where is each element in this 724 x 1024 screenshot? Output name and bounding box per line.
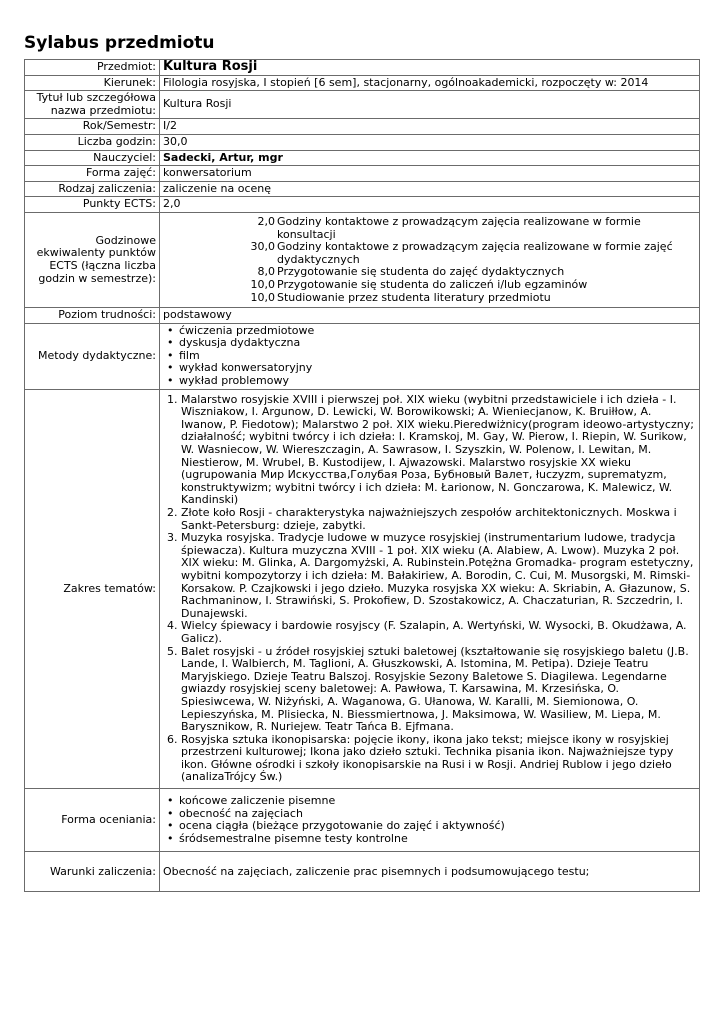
teacher-value: Sadecki, Artur, mgr <box>160 150 700 166</box>
methods-label: Metody dydaktyczne: <box>25 323 160 389</box>
list-item: • obecność na zajęciach <box>179 808 696 821</box>
ects-hours-description: Przygotowanie się studenta do zajęć dydaktycznych <box>277 265 565 279</box>
grading-label: Forma oceniania: <box>25 789 160 852</box>
ects-hours-number: 10,0 <box>250 290 275 304</box>
row-hours <box>25 134 700 150</box>
row-methods <box>25 323 700 389</box>
row-ects-hours <box>25 212 700 307</box>
subject-value: Kultura Rosji <box>160 60 700 76</box>
list-item: • wykład problemowy <box>179 375 696 388</box>
row-grading <box>25 789 700 852</box>
ects-hours-description: Godziny kontaktowe z prowadzącym zajęcia realizowane w formie konsultacji <box>277 214 641 241</box>
ects-hours-number: 30,0 <box>250 240 275 254</box>
ects-hours-item <box>245 216 696 241</box>
list-item: 6. Rosyjska sztuka ikonopisarska: pojęcie ikony, ikona jako tekst; miejsce ikony w rosyjskiej przestrzeni kulturowej; Ikona jako dzieło sztuki. Technika pisania ikon. Najważniejsze typy ikon. Główne ośrodki i szkoły ikonopisarskie na Rusi i w Rosji. Andriej Rublow i jego dzieło (analizaTrójcy Św.) <box>181 734 696 784</box>
ects-hours-list <box>163 214 696 306</box>
grading-list <box>163 795 696 845</box>
ects-hours-item <box>245 292 696 305</box>
ects-hours-label: Godzinowe ekwiwalenty punktów ECTS (łączna liczba godzin w semestrze): <box>25 212 160 307</box>
list-item: 3. Muzyka rosyjska. Tradycje ludowe w muzyce rosyjskiej (instrumentarium ludowe, tradycja śpiewacza). Kultura muzyczna XVIII - 1 poł. XIX wieku (A. Alabiew, A. Lwow). Muzyka 2 poł. XIX wieku: M. Glinka, A. Dargomyżski, A. Rubinstein.Potężna Gromadka- program estetyczny, wybitni kompozytorzy i ich dzieła: M. Bałakiriew, A. Borodin, C. Cui, M. Musorgski, M. Rimski-Korsakow. P. Czajkowski i jego dzieło. Muzyka rosyjska XX wieku: A. Skriabin, A. Głazunow, S. Rachmaninow, I. Strawiński, S. Prokofiew, D. Szostakowicz, A. Chaczaturian, R. Szczedrin, I. Dunajewski. <box>181 532 696 620</box>
row-difficulty <box>25 308 700 324</box>
field-value: Filologia rosyjska, I stopień [6 sem], stacjonarny, ogólnoakademicki, rozpoczęty w: 2014 <box>160 75 700 91</box>
ects-hours-number: 8,0 <box>257 265 275 279</box>
year-semester-label: Rok/Semestr: <box>25 119 160 135</box>
row-teacher <box>25 150 700 166</box>
ects-hours-number: 10,0 <box>250 277 275 291</box>
detailed-title-label: Tytuł lub szczegółowa nazwa przedmiotu: <box>25 91 160 119</box>
conditions-value: Obecność na zajęciach, zaliczenie prac pisemnych i podsumowującego testu; <box>160 852 700 892</box>
row-topics <box>25 389 700 788</box>
row-class-form <box>25 166 700 182</box>
list-item: • dyskusja dydaktyczna <box>179 337 696 350</box>
page-title: Sylabus przedmiotu <box>24 33 215 53</box>
ects-label: Punkty ECTS: <box>25 197 160 213</box>
difficulty-label: Poziom trudności: <box>25 308 160 324</box>
teacher-label: Nauczyciel: <box>25 150 160 166</box>
hours-label: Liczba godzin: <box>25 134 160 150</box>
ects-hours-item <box>245 241 696 266</box>
topics-cell <box>160 389 700 788</box>
list-item: • ocena ciągła (bieżące przygotowanie do zajęć i aktywność) <box>179 820 696 833</box>
hours-value: 30,0 <box>160 134 700 150</box>
list-item: • śródsemestralne pisemne testy kontrolne <box>179 833 696 846</box>
ects-hours-description: Studiowanie przez studenta literatury przedmiotu <box>277 290 551 304</box>
grading-cell <box>160 789 700 852</box>
assessment-type-value: zaliczenie na ocenę <box>160 181 700 197</box>
topics-list <box>163 394 696 784</box>
list-item: • film <box>179 350 696 363</box>
class-form-label: Forma zajęć: <box>25 166 160 182</box>
row-ects <box>25 197 700 213</box>
assessment-type-label: Rodzaj zaliczenia: <box>25 181 160 197</box>
list-item: • wykład konwersatoryjny <box>179 362 696 375</box>
syllabus-table <box>24 59 700 892</box>
ects-hours-item <box>245 279 696 292</box>
ects-value: 2,0 <box>160 197 700 213</box>
methods-cell <box>160 323 700 389</box>
list-item: • końcowe zaliczenie pisemne <box>179 795 696 808</box>
list-item: 1. Malarstwo rosyjskie XVIII i pierwszej poł. XIX wieku (wybitni przedstawiciele i ich dzieła - I. Wiszniakow, I. Argunow, D. Lewicki, W. Borowikowski; A. Wieniecjanow, K. Bruiłłow, A. Iwanow, P. Fiedotow); Malarstwo 2 poł. XIX wieku.Pieredwiżnicy(program ideowo-artystyczny; działalność; wybitni twórcy i ich dzieła: I. Kramskoj, M. Gay, W. Pierow, I. Riepin, W. Surikow, W. Wasniecow, W. Wiereszczagin, A. Sawrasow, I. Szyszkin, W. Polenow, I. Lewitan, M. Niestierow, M. Wrubel, B. Kustodijew, I. Ajwazowski. Malarstwo rosyjskie XX wieku (ugrupowania Мир Искусства,Голубая Роза, Бубновый Валет, łuczyzm, suprematyzm, konstruktywizm; wybitni twórcy i ich dzieła: M. Łarionow, N. Gonczarowa, K. Malewicz, W. Kandinski) <box>181 394 696 507</box>
list-item: 4. Wielcy śpiewacy i bardowie rosyjscy (F. Szalapin, A. Wertyński, W. Wysocki, B. Okudżawa, A. Galicz). <box>181 620 696 645</box>
topics-label: Zakres tematów: <box>25 389 160 788</box>
ects-hours-number: 2,0 <box>257 214 275 228</box>
class-form-value: konwersatorium <box>160 166 700 182</box>
ects-hours-description: Przygotowanie się studenta do zaliczeń i/lub egzaminów <box>277 277 588 291</box>
difficulty-value: podstawowy <box>160 308 700 324</box>
subject-label: Przedmiot: <box>25 60 160 76</box>
field-label: Kierunek: <box>25 75 160 91</box>
row-year-semester <box>25 119 700 135</box>
row-conditions <box>25 852 700 892</box>
row-field <box>25 75 700 91</box>
ects-hours-cell <box>160 212 700 307</box>
list-item: • ćwiczenia przedmiotowe <box>179 325 696 338</box>
row-subject <box>25 60 700 76</box>
list-item: 5. Balet rosyjski - u źródeł rosyjskiej sztuki baletowej (kształtowanie się rosyjskiego baletu (J.B. Lande, I. Walbierch, M. Taglioni, A. Głuszkowski, A. Istomina, M. Petipa). Dzieje Teatru Maryjskiego. Dzieje Teatru Balszoj. Rosyjskie Sezony Baletowe S. Diagilewa. Legendarne gwiazdy rosyjskiej sceny baletowej: A. Pawłowa, T. Karsawina, M. Krzesińska, O. Spiesiwcewa, W. Niżyński, A. Waganowa, G. Ułanowa, W. Karalli, M. Siemionowa, O. Lepieszyńska, M. Plisiecka, N. Biessmiertnowa, J. Maksimowa, W. Wasiliew, M. Liepa, M. Barysznikow, R. Nuriejew. Teatr Tańca B. Ejfmana. <box>181 646 696 734</box>
row-assessment-type <box>25 181 700 197</box>
list-item: 2. Złote koło Rosji - charakterystyka najważniejszych zespołów architektonicznych. Moskwa i Sankt-Petersburg: dzieje, zabytki. <box>181 507 696 532</box>
row-detailed-title <box>25 91 700 119</box>
detailed-title-value: Kultura Rosji <box>160 91 700 119</box>
conditions-label: Warunki zaliczenia: <box>25 852 160 892</box>
ects-hours-description: Godziny kontaktowe z prowadzącym zajęcia realizowane w formie zajęć dydaktycznych <box>277 240 673 266</box>
methods-list <box>163 325 696 388</box>
year-semester-value: I/2 <box>160 119 700 135</box>
